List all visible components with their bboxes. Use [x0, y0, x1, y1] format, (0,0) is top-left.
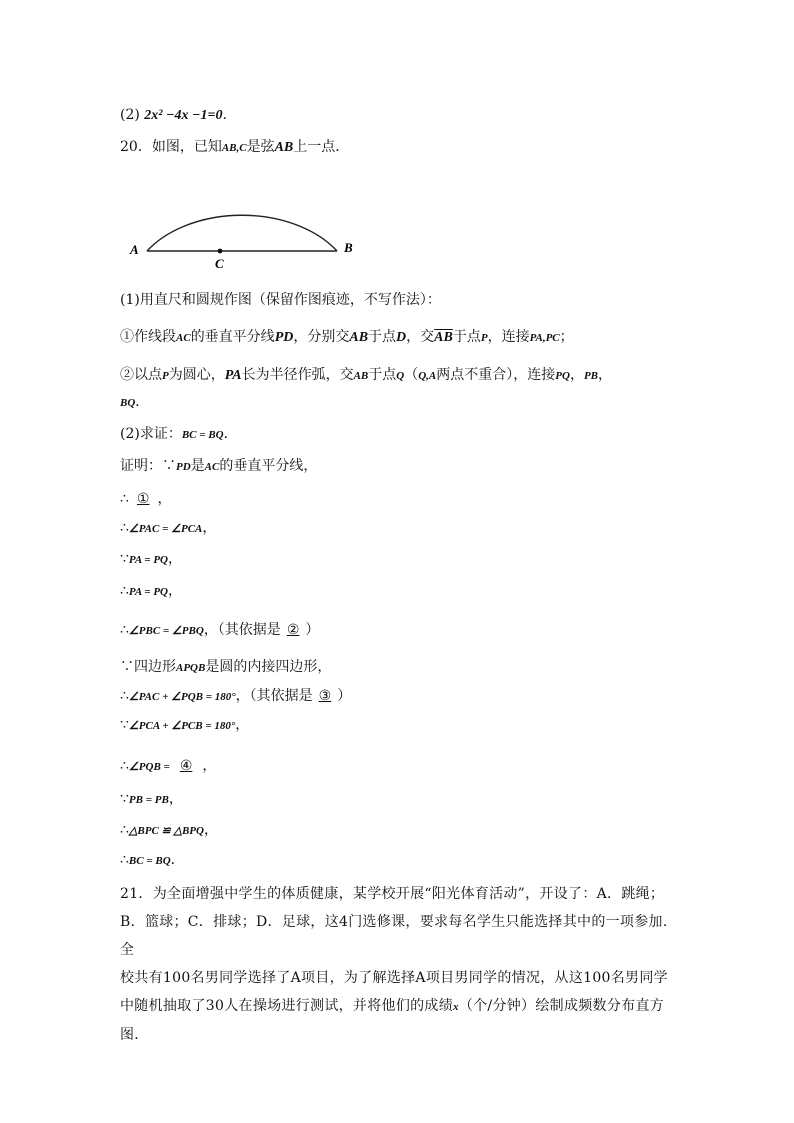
text: 于点: [368, 329, 397, 345]
q21-line-4: [120, 992, 680, 1021]
q20-part2: [120, 424, 238, 445]
q20-step2-cont: [120, 392, 149, 413]
proof-line-6: [120, 620, 319, 641]
proof-line-12: [120, 820, 218, 841]
math: Q: [396, 370, 405, 382]
math: ∠PAC = ∠PCA: [128, 523, 203, 535]
math: AC: [176, 332, 191, 344]
text: 两点不重合），连接: [436, 367, 556, 383]
proof-line-13: [120, 850, 185, 871]
math: PQ: [555, 370, 570, 382]
proof-line-4: [120, 549, 182, 570]
text: ，: [157, 491, 172, 507]
text: 于点: [452, 329, 481, 345]
text: 的垂直平分线: [190, 329, 275, 345]
text: （: [404, 367, 419, 383]
text: ，: [235, 717, 250, 733]
text: ∴: [120, 688, 129, 704]
text: ∴: [120, 520, 129, 536]
text: 的垂直平分线，: [219, 458, 318, 474]
math-x: x: [453, 1001, 459, 1013]
text: 证明：∵: [120, 458, 176, 474]
math: PA = PQ: [128, 554, 168, 566]
math: PA = PQ: [128, 586, 168, 598]
math: △BPC ≌ △BPQ: [128, 825, 204, 837]
proof-line-2: [120, 489, 171, 509]
math: AB: [349, 330, 369, 345]
math: PA,PC: [529, 332, 560, 344]
text: ，: [168, 791, 183, 807]
text: ，: [202, 758, 217, 774]
text: 为圆心，: [168, 367, 225, 383]
math: PD: [176, 461, 191, 473]
text: ，交: [406, 329, 435, 345]
math: ∠PCA + ∠PCB = 180°: [128, 720, 236, 732]
text: 是圆的内接四边形，: [205, 659, 332, 675]
q21-paragraph: [120, 880, 680, 1049]
text: ，: [202, 520, 217, 536]
q20-intro-text3: 上一点．: [293, 139, 350, 155]
math: ∠PAC + ∠PQB = 180°: [128, 691, 236, 703]
text: ，: [168, 583, 182, 599]
math-ab: AB: [274, 140, 294, 155]
text: 于点: [368, 367, 397, 383]
q21-line-3: 校共有100名男同学选择了A项目，为了解选择A项目男同学的情况，从这100名男同学: [120, 970, 668, 986]
text: （个/分钟）绘制成频数分布直方: [458, 998, 665, 1014]
math-abc: AB,C: [221, 142, 247, 154]
math: ∠PBC = ∠PBQ: [128, 625, 204, 637]
math: PD: [274, 330, 294, 345]
text: ；: [559, 329, 574, 345]
text: ．: [223, 426, 238, 442]
proof-line-7: [120, 657, 331, 678]
text: ∵: [120, 791, 129, 807]
text: ∴: [120, 491, 129, 507]
q21-line-1: 21．为全面增强中学生的体质健康，某学校开展“阳光体育活动”，开设了：A．跳绳；: [120, 886, 665, 902]
math: Q,A: [418, 370, 437, 382]
text: (2)求证：: [120, 426, 182, 442]
q19-part2: (2) 2x² −4x −1=0.: [120, 107, 227, 123]
text: ）: [337, 688, 352, 704]
math: P: [480, 332, 488, 344]
proof-line-10: [120, 756, 216, 777]
label-c: C: [215, 256, 224, 270]
q19-label: (2): [120, 107, 140, 123]
math: PB: [583, 370, 598, 382]
text: ．: [135, 394, 150, 410]
q21-line-2: B．篮球；C．排球；D．足球，这4门选修课，要求每名学生只能选择其中的一项参加．全: [120, 914, 678, 958]
text: ．: [170, 852, 185, 868]
text: ，: [598, 367, 612, 383]
text: ，分别交: [293, 329, 350, 345]
math: ∠PQB =: [128, 761, 170, 773]
math: AB: [353, 370, 369, 382]
math: APQB: [176, 662, 206, 674]
proof-line-9: [120, 715, 249, 736]
text: ∴: [120, 758, 129, 774]
math: PB = PB: [128, 794, 169, 806]
text: 是: [190, 458, 205, 474]
text: ①作线段: [120, 329, 176, 345]
blank-1[interactable]: ①: [136, 491, 150, 507]
q20-intro: [120, 137, 349, 158]
q21-line-5: 图．: [120, 1027, 149, 1043]
math: P: [162, 370, 169, 382]
arc-ab: [147, 215, 337, 251]
text: ，: [168, 551, 182, 567]
math: AC: [204, 461, 220, 473]
text: ∵: [120, 717, 129, 733]
point-c: [218, 249, 223, 254]
text: ，（其依据是: [203, 622, 281, 638]
text: 中随机抽取了30人在操场进行测试，并将他们的成绩: [120, 998, 454, 1014]
math: BC = BQ: [181, 429, 224, 441]
text: ∴: [120, 852, 129, 868]
text: ∴: [120, 583, 129, 599]
proof-line-8: [120, 686, 351, 707]
math: PA: [224, 368, 242, 383]
proof-line-11: [120, 789, 183, 810]
text: ∴: [120, 622, 129, 638]
blank-2[interactable]: ②: [286, 622, 300, 638]
q19-equation: 2x² −4x −1=0: [144, 108, 223, 123]
q20-part1-heading: (1)用直尺和圆规作图（保留作图痕迹，不写作法）：: [120, 292, 441, 308]
text: ∴: [120, 822, 129, 838]
text: ∵四边形: [120, 659, 176, 675]
text: ，连接: [487, 329, 530, 345]
q20-step2: [120, 365, 612, 386]
text: ②以点: [120, 367, 162, 383]
text: ）: [305, 622, 320, 638]
q20-step1: [120, 327, 574, 348]
math: D: [396, 330, 407, 345]
label-b: B: [344, 240, 353, 255]
text: ，: [569, 367, 584, 383]
label-a: A: [130, 242, 139, 257]
text: ，: [203, 822, 218, 838]
proof-line-1: [120, 456, 317, 477]
proof-line-3: [120, 518, 216, 539]
q20-intro-text: 20．如图，已知: [120, 139, 222, 155]
math-arc-ab: $\overline{AB}$: [434, 330, 453, 345]
semicircle-figure: [120, 165, 370, 270]
blank-3[interactable]: ③: [318, 688, 332, 704]
blank-4[interactable]: ④: [179, 758, 193, 774]
q20-intro-text2: 是弦: [246, 139, 275, 155]
math: BQ: [120, 397, 136, 409]
text: 长为半径作弧，交: [241, 367, 354, 383]
text: ，（其依据是: [235, 688, 313, 704]
math: BC = BQ: [128, 855, 171, 867]
proof-line-5: [120, 581, 182, 602]
text: ∵: [120, 551, 129, 567]
